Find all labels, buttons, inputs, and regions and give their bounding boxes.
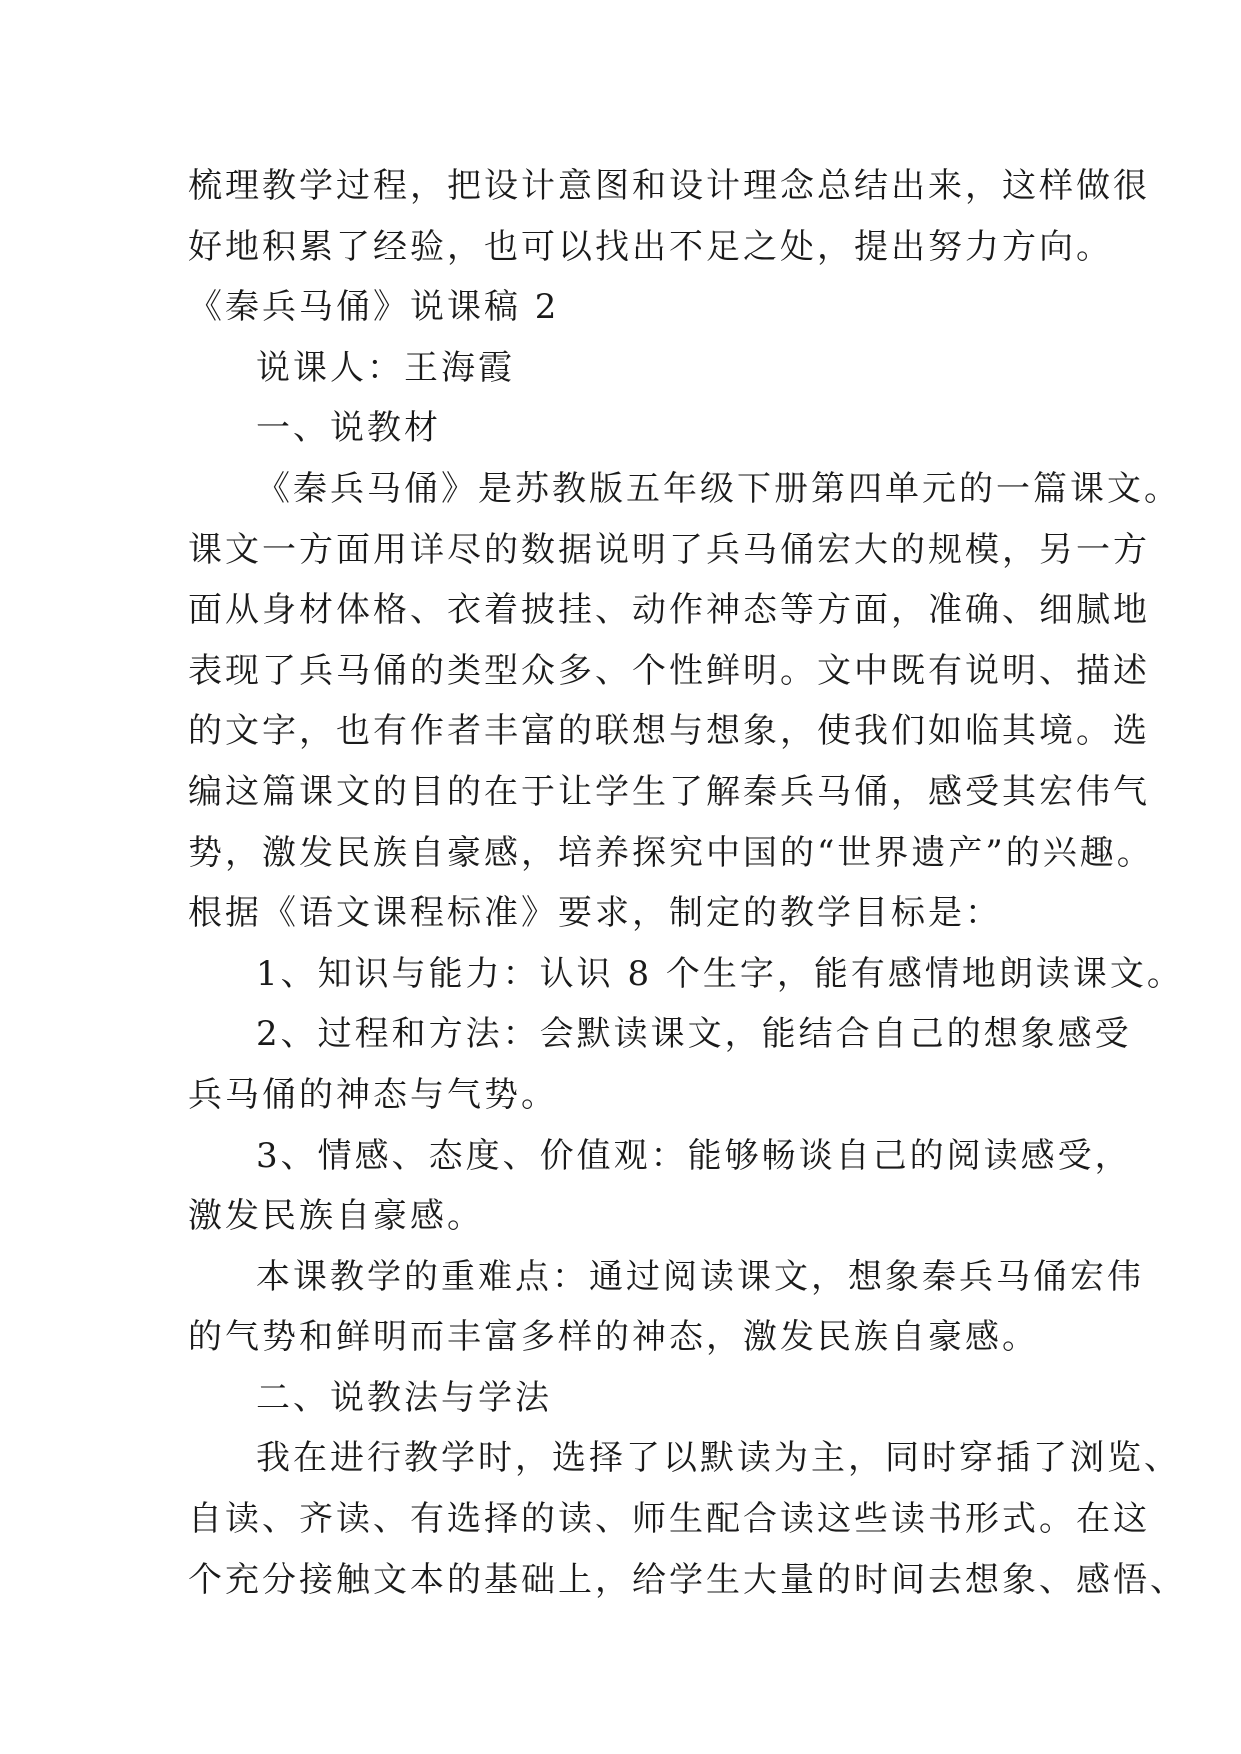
text-line: 的气势和鲜明而丰富多样的神态，激发民族自豪感。	[188, 1317, 1039, 1358]
text-line: 1、知识与能力：认识 8 个生字，能有感情地朗读课文。	[256, 953, 1184, 994]
text-line: 表现了兵马俑的类型众多、个性鲜明。文中既有说明、描述	[188, 650, 1150, 691]
text-line: 梳理教学过程，把设计意图和设计理念总结出来，这样做很	[188, 166, 1150, 206]
text-line: 兵马俑的神态与气势。	[188, 1074, 558, 1115]
text-line: 激发民族自豪感。	[188, 1196, 484, 1237]
text-line: 的文字，也有作者丰富的联想与想象，使我们如临其境。选	[188, 711, 1150, 752]
text-line: 本课教学的重难点：通过阅读课文，想象秦兵马俑宏伟	[256, 1256, 1144, 1297]
document-body	[188, 156, 1187, 1610]
text-line: 编这篇课文的目的在于让学生了解秦兵马俑，感受其宏伟气	[188, 771, 1150, 812]
text-line: 面从身材体格、衣着披挂、动作神态等方面，准确、细腻地	[188, 590, 1150, 631]
text-line: 说课人：王海霞	[256, 347, 515, 388]
text-line: 课文一方面用详尽的数据说明了兵马俑宏大的规模，另一方	[188, 529, 1150, 570]
text-line: 根据《语文课程标准》要求，制定的教学目标是：	[188, 893, 1002, 934]
text-line: 我在进行教学时，选择了以默读为主，同时穿插了浏览、	[256, 1438, 1181, 1479]
text-line: 好地积累了经验，也可以找出不足之处，提出努力方向。	[188, 226, 1113, 267]
text-line: 一、说教材	[256, 408, 441, 449]
text-line: 《秦兵马俑》是苏教版五年级下册第四单元的一篇课文。	[256, 468, 1181, 509]
text-line: 3、情感、态度、价值观：能够畅谈自己的阅读感受，	[256, 1135, 1132, 1176]
text-line: 自读、齐读、有选择的读、师生配合读这些读书形式。在这	[188, 1499, 1150, 1540]
text-line: 个充分接触文本的基础上，给学生大量的时间去想象、感悟、	[188, 1559, 1187, 1600]
text-line: 势，激发民族自豪感，培养探究中国的“世界遗产”的兴趣。	[188, 832, 1154, 873]
text-line: 2、过程和方法：会默读课文，能结合自己的想象感受	[256, 1014, 1132, 1055]
text-line: 二、说教法与学法	[256, 1377, 552, 1418]
text-line: 《秦兵马俑》说课稿 2	[188, 287, 560, 328]
